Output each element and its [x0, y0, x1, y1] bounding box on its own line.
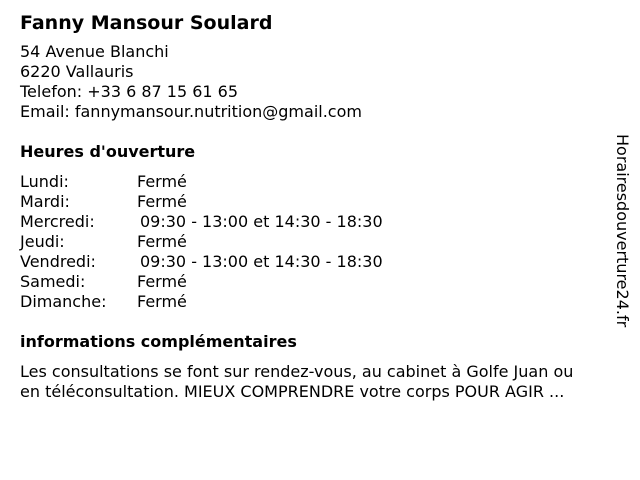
additional-info-line-2: en téléconsultation. MIEUX COMPRENDRE votre corps POUR AGIR ...: [20, 382, 565, 401]
phone-number: Telefon: +33 6 87 15 61 65: [20, 82, 239, 101]
day-label: Samedi:: [20, 272, 86, 291]
hours-row-sunday: [20, 292, 620, 312]
day-label: Mardi:: [20, 192, 70, 211]
day-hours: Fermé: [137, 192, 187, 211]
day-label: Mercredi:: [20, 212, 95, 231]
hours-row-tuesday: [20, 192, 620, 212]
additional-info-line-1: Les consultations se font sur rendez-vous, au cabinet à Golfe Juan ou: [20, 362, 574, 381]
hours-row-saturday: [20, 272, 620, 292]
site-watermark: Horairesdouverture24.fr: [613, 134, 632, 328]
day-label: Vendredi:: [20, 252, 96, 271]
hours-row-thursday: [20, 232, 620, 252]
day-hours: Fermé: [137, 292, 187, 311]
opening-hours-title: Heures d'ouverture: [20, 142, 196, 161]
email-address: Email: fannymansour.nutrition@gmail.com: [20, 102, 362, 121]
day-hours: Fermé: [137, 232, 187, 251]
day-label: Jeudi:: [20, 232, 65, 251]
opening-hours-list: [20, 172, 620, 312]
day-hours: 09:30 - 13:00 et 14:30 - 18:30: [140, 212, 383, 231]
business-card: [20, 10, 620, 402]
address-line-1: 54 Avenue Blanchi: [20, 42, 169, 61]
hours-row-friday: [20, 252, 620, 272]
business-name: Fanny Mansour Soulard: [20, 12, 273, 34]
hours-row-wednesday: [20, 212, 620, 232]
day-hours: Fermé: [137, 172, 187, 191]
additional-info-title: informations complémentaires: [20, 332, 297, 351]
hours-row-monday: [20, 172, 620, 192]
day-label: Lundi:: [20, 172, 69, 191]
day-label: Dimanche:: [20, 292, 107, 311]
day-hours: Fermé: [137, 272, 187, 291]
address-line-2: 6220 Vallauris: [20, 62, 134, 81]
day-hours: 09:30 - 13:00 et 14:30 - 18:30: [140, 252, 383, 271]
